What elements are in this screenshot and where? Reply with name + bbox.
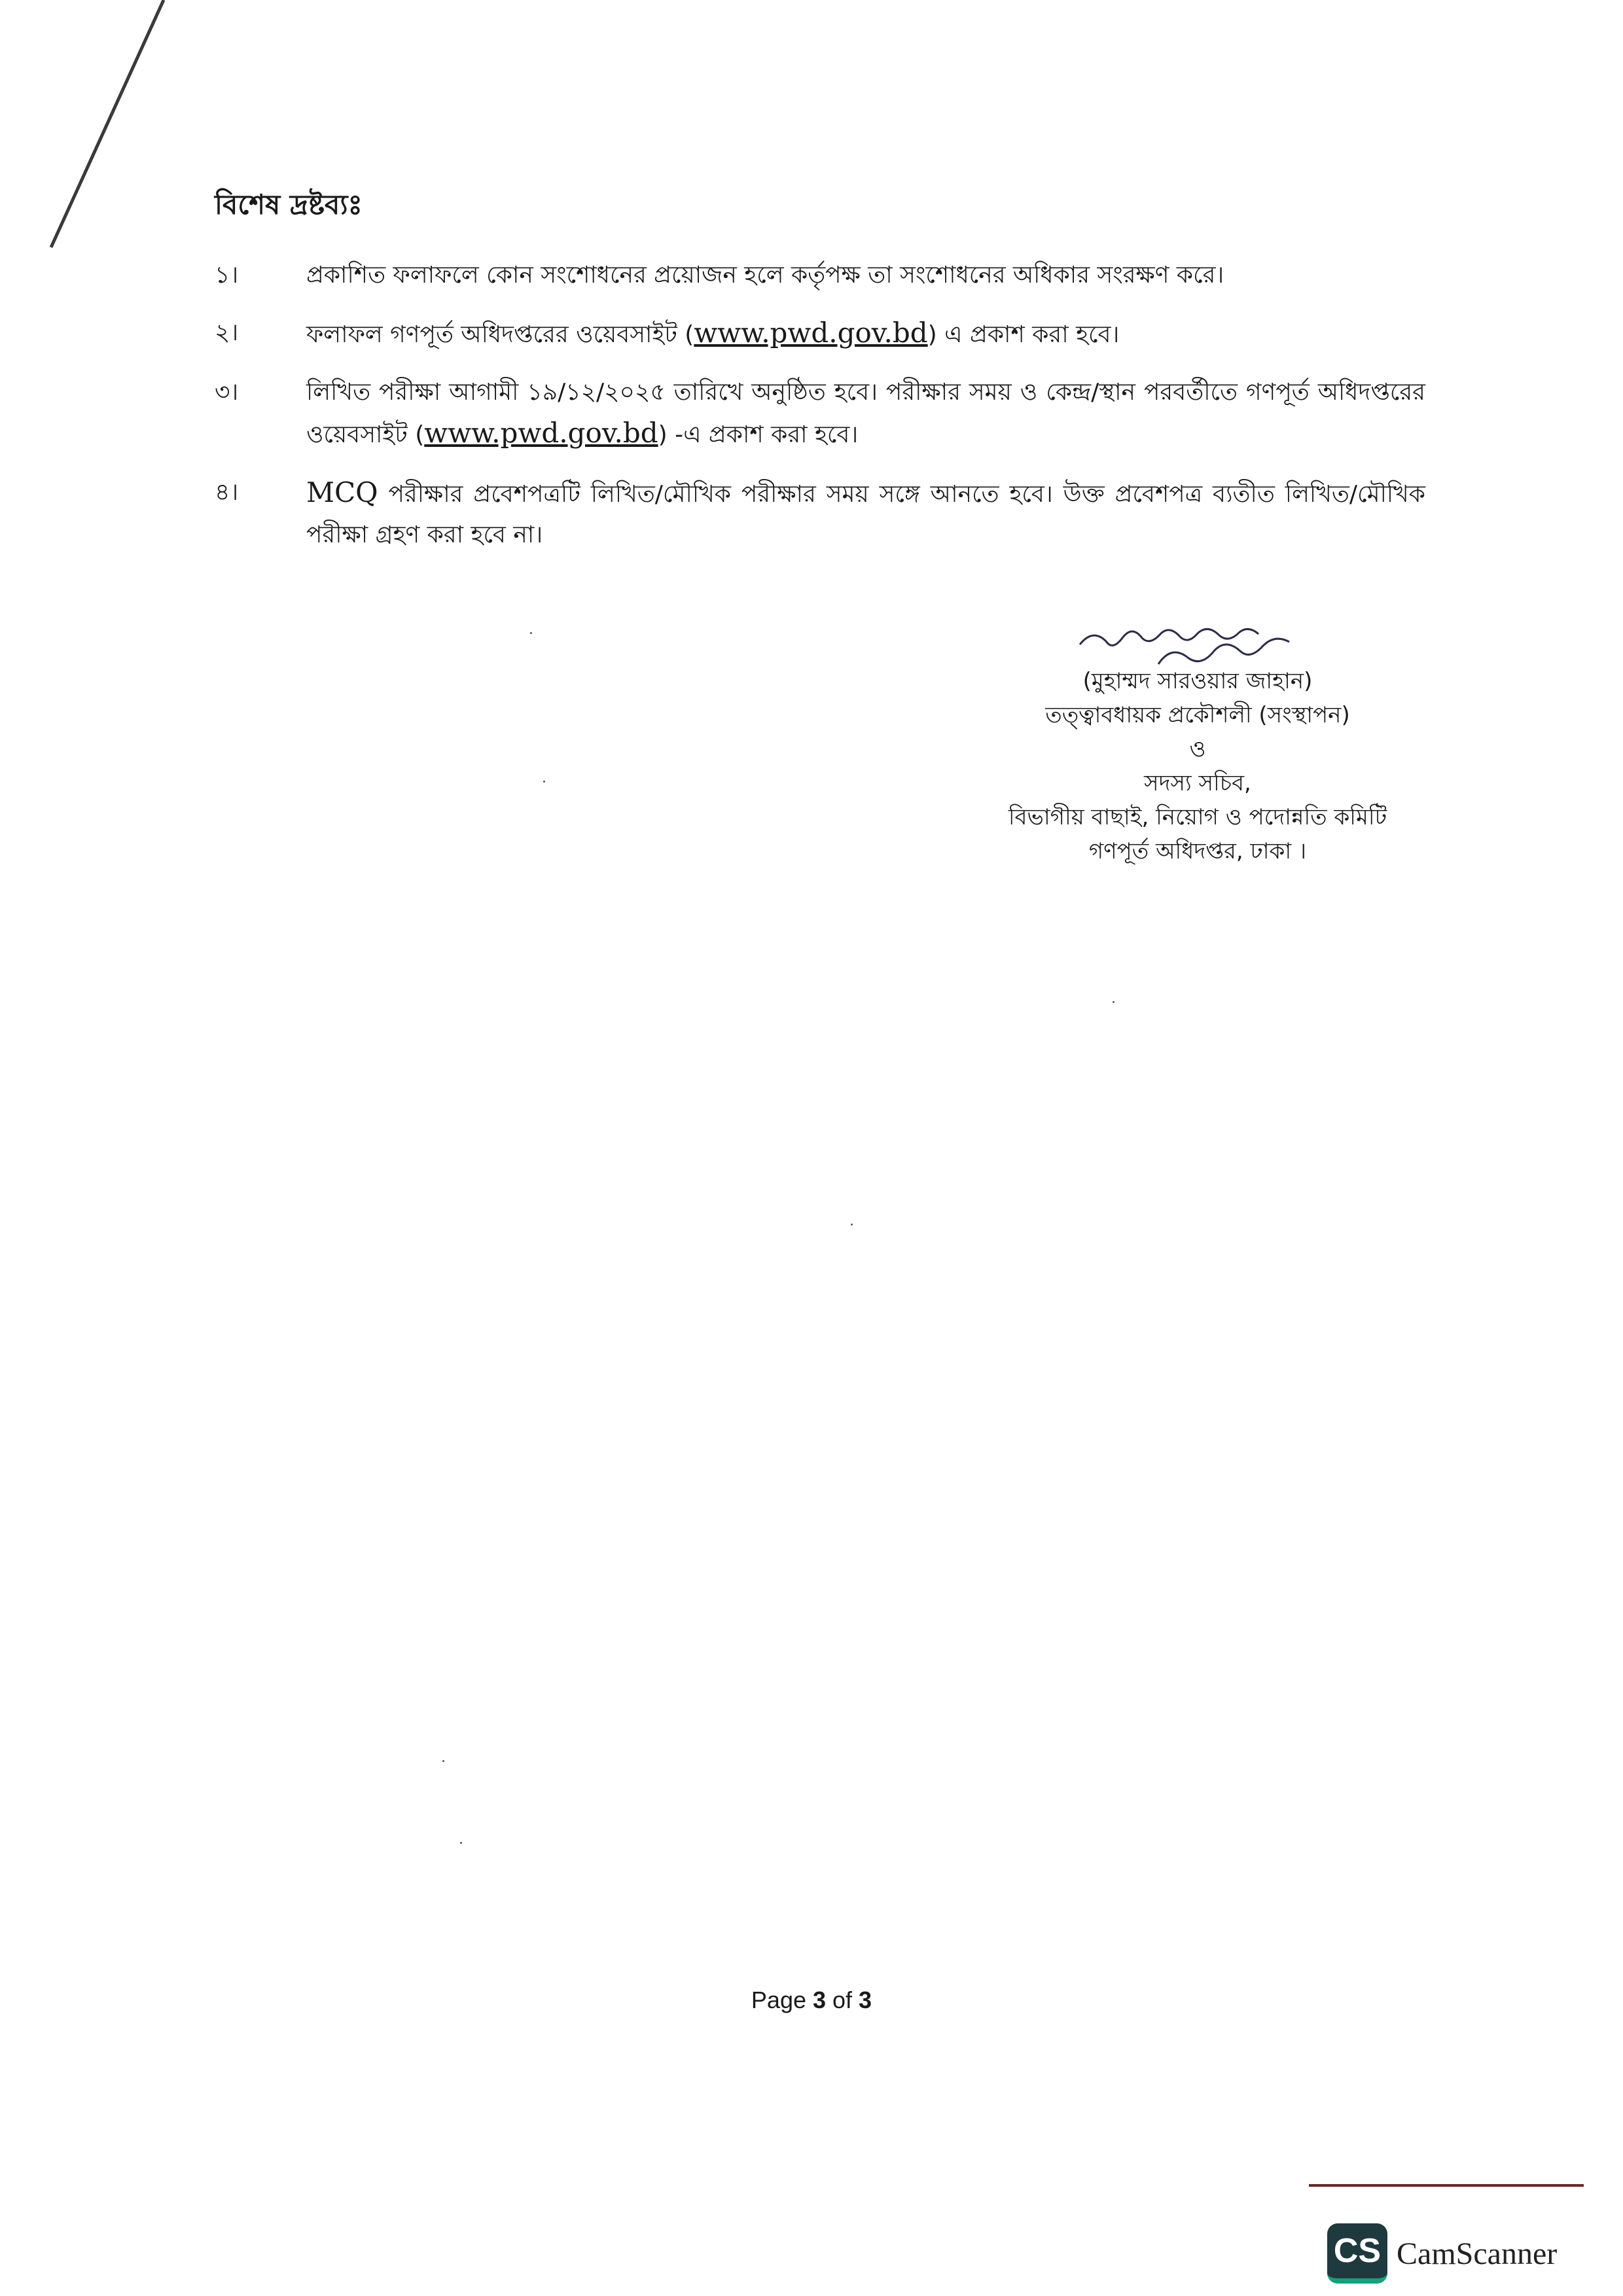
page-number (0, 1987, 1623, 2014)
website-link[interactable]: www.pwd.gov.bd (694, 317, 928, 349)
camscanner-name: CamScanner (1397, 2236, 1558, 2271)
website-link[interactable]: www.pwd.gov.bd (424, 417, 658, 449)
signatory-conjunction: ও (1189, 736, 1206, 762)
page-fold-edge (0, 0, 170, 262)
note-text: লিখিত পরীক্ষা আগামী ১৯/১২/২০২৫ তারিখে অনুষ্ঠিত হবে। পরীক্ষার সময় ও কেন্দ্র/স্থান পরবর্তীতে গণপূর্ত অধিদপ্তরের ওয়েবসাইট ( (306, 379, 1425, 448)
note-item-3 (215, 372, 1425, 455)
note-item-1 (215, 255, 1425, 296)
note-text: ফলাফল গণপূর্ত অধিদপ্তরের ওয়েবসাইট ( (306, 321, 694, 348)
note-number: ৪। (215, 479, 239, 506)
note-item-2 (215, 313, 1425, 355)
page-prefix: Page (751, 1987, 813, 2013)
bottom-rule (1309, 2184, 1584, 2187)
scan-speck (1113, 1001, 1115, 1003)
scan-speck (460, 1842, 462, 1844)
note-item-4 (215, 472, 1425, 556)
note-number: ১। (215, 262, 239, 289)
signatory-designation: তত্ত্বাবধায়ক প্রকৌশলী (সংস্থাপন) (1045, 702, 1350, 728)
note-text: পরীক্ষার প্রবেশপত্রটি লিখিত/মৌখিক পরীক্ষার সময় সঙ্গে আনতে হবে। উক্ত প্রবেশপত্র ব্যতীত লিখিত/মৌখিক পরীক্ষা গ্রহণ করা হবে না। (306, 481, 1425, 548)
scan-speck (543, 781, 545, 783)
note-number: ২। (215, 319, 239, 346)
page-total: 3 (859, 1987, 872, 2013)
camscanner-watermark (1327, 2223, 1557, 2284)
signature-block (969, 618, 1427, 868)
scan-speck (442, 1760, 444, 1762)
note-lead-term: MCQ (306, 476, 378, 508)
note-text: ) এ প্রকাশ করা হবে। (927, 321, 1120, 348)
scan-speck (530, 632, 532, 634)
note-text: ) -এ প্রকাশ করা হবে। (658, 421, 859, 448)
scan-speck (851, 1224, 853, 1226)
page-middle: of (826, 1987, 859, 2013)
signatory-name: (মুহাম্মদ সারওয়ার জাহান) (1082, 668, 1313, 694)
notes-heading: বিশেষ দ্রষ্টব্যঃ (215, 188, 363, 221)
signatory-office: গণপূর্ত অধিদপ্তর, ঢাকা । (1088, 838, 1307, 864)
note-text: প্রকাশিত ফলাফলে কোন সংশোধনের প্রয়োজন হলে কর্তৃপক্ষ তা সংশোধনের অধিকার সংরক্ষণ করে। (306, 262, 1224, 289)
signatory-committee: বিভাগীয় বাছাই, নিয়োগ ও পদোন্নতি কমিটি (1008, 804, 1387, 830)
page-current: 3 (812, 1987, 827, 2013)
notes-list (215, 255, 1425, 573)
camscanner-logo-icon: CS (1327, 2223, 1387, 2284)
signatory-role: সদস্য সচিব, (1144, 770, 1251, 796)
note-number: ৩। (215, 379, 239, 406)
